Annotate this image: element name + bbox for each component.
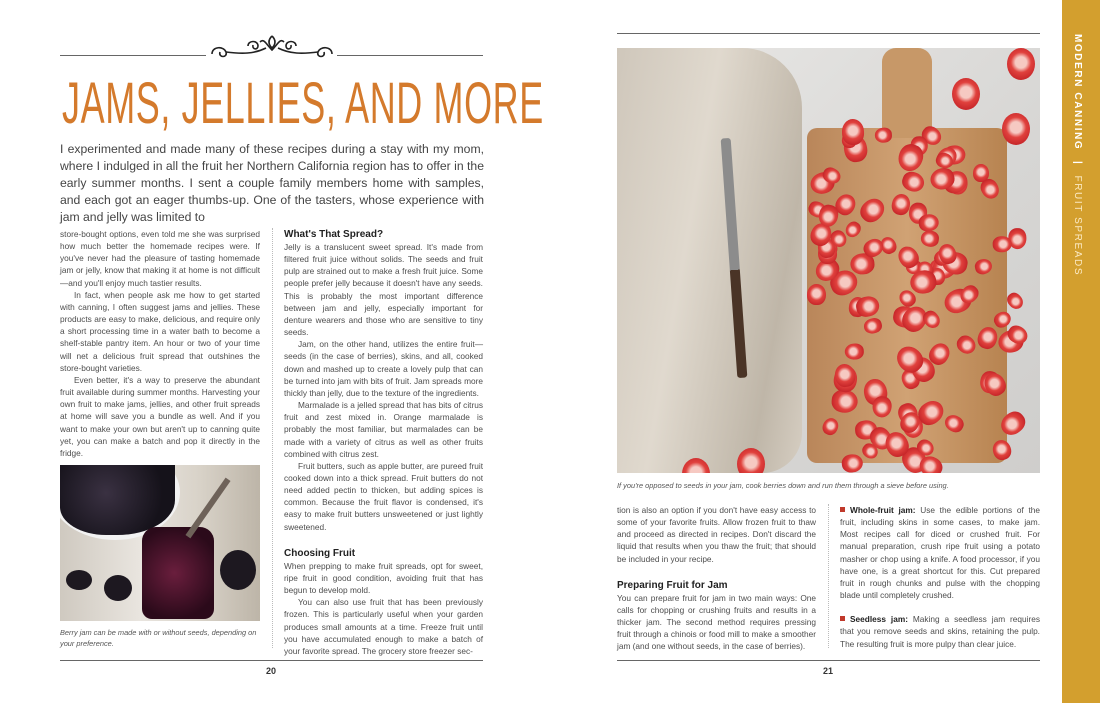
- paragraph: Jam, on the other hand, utilizes the entire fruit—seeds (in the case of berries), skins, and all, cooked down and mashed up to create a lovely pulp that can be turned into jam with bits of fruit. Jam spreads more thickly than jelly, due to the texture of the ingredients.: [284, 339, 483, 398]
- section-heading: What's That Spread?: [284, 229, 384, 240]
- strawberry-mark: [842, 119, 865, 145]
- strawberry-mark: [1007, 48, 1035, 80]
- paragraph: When prepping to make fruit spreads, opt for sweet, ripe fruit in good condition, avoiding fruit that has begun to develop mold.: [284, 560, 483, 596]
- strawberry-mark: [1002, 113, 1030, 145]
- book-title: MODERN CANNING: [1072, 34, 1083, 151]
- strawberry-mark: [952, 78, 980, 110]
- strawberries-photo: [617, 48, 1040, 473]
- ornament-flourish-icon: [208, 32, 336, 60]
- photo-caption: If you're opposed to seeds in your jam, cook berries down and run them through a sieve before using.: [617, 481, 949, 490]
- footer-rule-right: [617, 660, 1040, 661]
- bullet-text: Use the edible portions of the fruit, including skins in some cases, to make jam. Most recipes call for diced or crushed fruit. For manual preparation, crush ripe fruit using a potato masher or chop using a knife. A food processor, if you have one, is a great shortcut for this. Cut prepared fruit in rough chunks and pulse with the chopping blade until completely crushed.: [840, 505, 1040, 601]
- column-3: [617, 504, 816, 653]
- column-1: [60, 228, 260, 459]
- paragraph: tion is also an option if you don't have easy access to some of your favorite fruits. Allow frozen fruit to thaw and proceed as directed in recipes. Don't discard the liquid that results when you thaw the fruit; that should be included in your recipe.: [617, 505, 816, 564]
- strawberry-mark: [992, 236, 1012, 253]
- paragraph: You can also use fruit that has been previously frozen. This is particularly useful when your garden produces small amounts at a time. Freeze fruit until you have accumulated enough to make a batch of your favorite spread. The grocery store freezer sec-: [284, 597, 483, 656]
- paragraph: store-bought options, even told me she was surprised how much better the homemade recipes were. If you've never had the pleasure of tasting homemade jam or jelly, know that making it at home is not difficult—and you'll enjoy much tastier results.: [60, 229, 260, 288]
- page-title: JAMS, JELLIES, AND MORE: [62, 71, 544, 136]
- strawberry-mark: [737, 448, 765, 473]
- top-rule: [617, 33, 1040, 34]
- paragraph: Fruit butters, such as apple butter, are pureed fruit cooked down into a thick spread. Fruit butters do not need added pectin to thicken, but adding spices is common. Because the fruit flavor is condensed, it's easy to make fruit butters unsweetened or just lightly sweetened.: [284, 460, 483, 532]
- paragraph: You can prepare fruit for jam in two main ways: One calls for chopping or crushing fruits and results in a thicker jam. The second method requires pressing fruit through a chinois or food mill to make a smoother jam (and one without seeds, in the case of berries).: [617, 592, 816, 652]
- photo-caption: Berry jam can be made with or without seeds, depending on your preference.: [60, 628, 257, 648]
- bullet-text: Making a seedless jam requires that you remove seeds and skins, retaining the pulp. The resulting fruit is more pulpy than clear juice.: [840, 614, 1041, 649]
- column-divider: [828, 504, 829, 648]
- bullet-term: Seedless jam:: [850, 614, 908, 625]
- footer-rule-left: [60, 660, 483, 661]
- linen-cloth: [617, 48, 802, 473]
- tab-separator: |: [1072, 160, 1083, 166]
- strawberry-mark: [1005, 290, 1027, 312]
- page-number: 21: [823, 666, 834, 676]
- section-heading: Choosing Fruit: [284, 547, 356, 559]
- paragraph: In fact, when people ask me how to get started with canning, I often suggest jams and jellies. These products are easy to make, delicious, and require only a short processing time in a water bath to become a shelf-stable pantry item. An hour or two of your time will net a delicious fruit spread that outshines the store-bought varieties.: [60, 289, 260, 373]
- bullet-item: [840, 504, 1040, 601]
- bullet-square-icon: [840, 507, 845, 512]
- page-number: 20: [266, 666, 277, 676]
- bullet-term: Whole-fruit jam:: [850, 505, 916, 515]
- top-rule-left: [60, 55, 206, 56]
- paragraph: Even better, it's a way to preserve the abundant fruit available during summer months. Harvesting your own fruit to make jams, jellies, and other fruit spreads at home will save you a bundle as well. And if you want to make your own but aren't up to canning quite yet, you can make a batch and pop it directly in the fridge.: [60, 374, 260, 458]
- bullet-square-icon: [840, 616, 845, 621]
- column-2: [284, 228, 483, 657]
- top-rule-right: [337, 55, 483, 56]
- intro-paragraph: I experimented and made many of these recipes during a stay with my mom, where I indulged in all the fruit her Northern California region has to offer in the early summer months. I sent a couple family members home with samples, and each got an eager thumbs-up. One of the tasters, whose experience with jam and jelly was limited to: [60, 142, 484, 224]
- strawberry-mark: [807, 283, 826, 305]
- strawberry-mark: [840, 453, 863, 473]
- berry-jam-photo: [60, 465, 260, 621]
- bullet-item: [840, 613, 1040, 649]
- paragraph: Jelly is a translucent sweet spread. It's made from filtered fruit juice without solids. The seeds and fruit pulp are strained out to make a fresh fruit juice. Some people prefer jelly because it doesn't have any seeds. This is probably the most important difference between jam and jelly, especially important for denture wearers and those who are sensitive to tiny seeds.: [284, 242, 483, 338]
- column-divider: [272, 228, 273, 648]
- column-4: [840, 504, 1040, 650]
- paragraph: Marmalade is a jelled spread that has bits of citrus fruit and zest mixed in. Orange marmalade is probably the most familiar, but marmalades can be made with a variety of citrus as well as other fruits combined with citrus zest.: [284, 400, 483, 459]
- chapter-title: FRUIT SPREADS: [1072, 175, 1083, 277]
- strawberry-mark: [844, 342, 864, 359]
- side-tab-label: [1072, 34, 1083, 276]
- section-heading: Preparing Fruit for Jam: [617, 579, 728, 591]
